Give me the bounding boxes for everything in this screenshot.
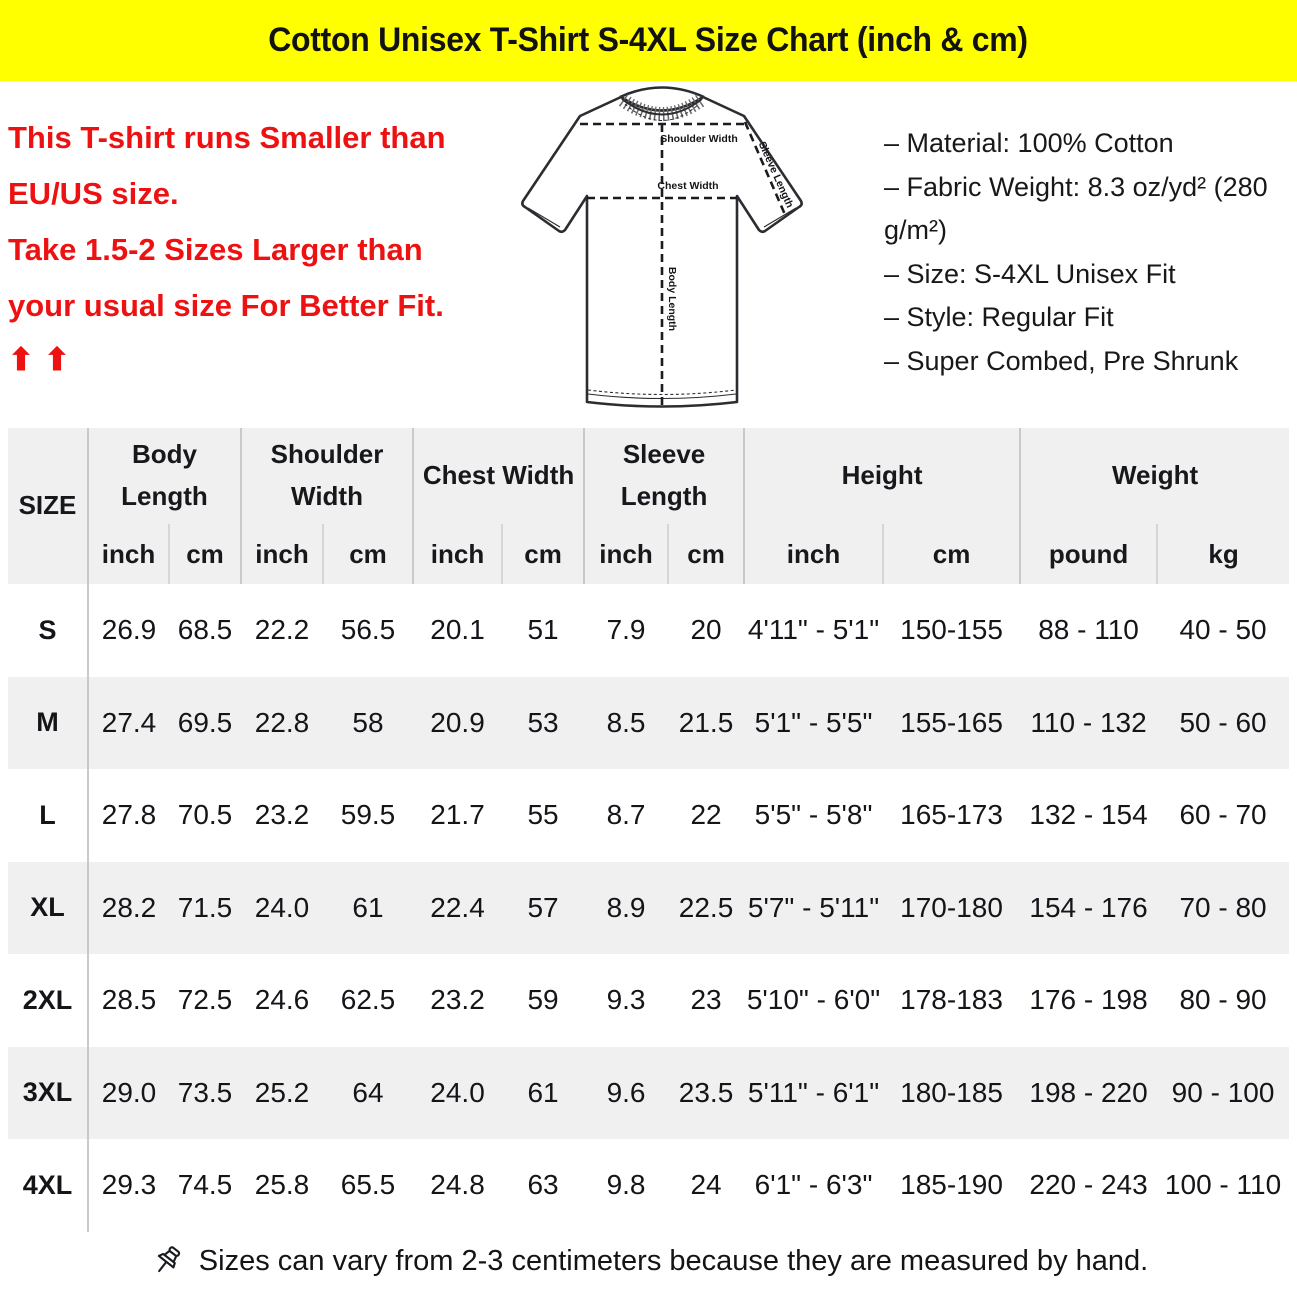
value-cell: 4'11" - 5'1" — [747, 614, 880, 646]
value-cell: 22.2 — [254, 614, 310, 646]
table-row — [8, 677, 1289, 770]
shoulder-width-label: Shoulder Width — [660, 133, 738, 145]
value-cell: 100 - 110 — [1164, 1169, 1282, 1201]
col-group-height: Height — [744, 428, 1020, 524]
value-cell: 63 — [527, 1169, 559, 1201]
sizing-warning-line: your usual size For Better Fit. — [8, 288, 444, 323]
value-cell: 70 - 80 — [1179, 891, 1267, 923]
col-group-shoulder-width: Shoulder Width — [241, 428, 413, 524]
value-cell: 69.5 — [177, 706, 233, 738]
sizing-warning-line: EU/US size. — [8, 176, 179, 211]
title-banner — [0, 0, 1297, 81]
value-cell: 55 — [527, 799, 559, 831]
size-table-header — [8, 428, 1289, 584]
value-cell: 24.0 — [430, 1076, 485, 1108]
subcol-chest-cm: cm — [502, 524, 584, 584]
value-cell: 26.9 — [101, 614, 157, 646]
value-cell: 20.1 — [430, 614, 485, 646]
col-group-body-length: Body Length — [88, 428, 241, 524]
value-cell: 68.5 — [177, 614, 233, 646]
table-row — [8, 954, 1289, 1047]
value-cell: 5'11" - 6'1" — [747, 1076, 880, 1108]
value-cell: 5'7" - 5'11" — [747, 891, 880, 923]
value-cell: 23 — [690, 984, 722, 1016]
table-row — [8, 769, 1289, 862]
size-cell: 2XL — [8, 954, 88, 1047]
subcol-body-inch: inch — [88, 524, 169, 584]
value-cell: 22 — [690, 799, 722, 831]
value-cell: 25.8 — [254, 1169, 310, 1201]
value-cell: 198 - 220 — [1029, 1076, 1148, 1108]
tshirt-outline-svg — [502, 84, 824, 418]
value-cell: 61 — [352, 891, 384, 923]
table-row — [8, 584, 1289, 677]
sleeve-length-label: Sleeve Length — [755, 139, 796, 210]
value-cell: 72.5 — [177, 984, 233, 1016]
sizing-warning-line: This T-shirt runs Smaller than — [8, 120, 446, 155]
spec-item: – Fabric Weight: 8.3 oz/yd² (280 g/m²) — [884, 171, 1268, 245]
value-cell: 50 - 60 — [1179, 706, 1267, 738]
value-cell: 23.2 — [254, 799, 310, 831]
value-cell: 9.6 — [606, 1076, 646, 1108]
value-cell: 24.8 — [430, 1169, 485, 1201]
value-cell: 20 — [690, 614, 722, 646]
value-cell: 170-180 — [900, 891, 1003, 923]
value-cell: 132 - 154 — [1029, 799, 1148, 831]
value-cell: 61 — [527, 1076, 559, 1108]
value-cell: 155-165 — [900, 706, 1003, 738]
value-cell: 58 — [352, 706, 384, 738]
value-cell: 150-155 — [900, 614, 1003, 646]
table-row — [8, 1047, 1289, 1140]
subcol-weight-kg: kg — [1157, 524, 1289, 584]
chest-width-label: Chest Width — [657, 180, 719, 192]
value-cell: 64 — [352, 1076, 384, 1108]
value-cell: 8.9 — [606, 891, 646, 923]
value-cell: 51 — [527, 614, 559, 646]
value-cell: 6'1" - 6'3" — [754, 1169, 873, 1201]
subcol-sleeve-inch: inch — [584, 524, 668, 584]
value-cell: 154 - 176 — [1029, 891, 1148, 923]
value-cell: 22.8 — [254, 706, 310, 738]
subcol-height-cm: cm — [883, 524, 1020, 584]
value-cell: 59 — [527, 984, 559, 1016]
subcol-height-inch: inch — [744, 524, 883, 584]
value-cell: 23.2 — [430, 984, 485, 1016]
table-row — [8, 862, 1289, 955]
value-cell: 71.5 — [177, 891, 233, 923]
value-cell: 25.2 — [254, 1076, 310, 1108]
value-cell: 5'10" - 6'0" — [746, 984, 881, 1016]
subcol-body-cm: cm — [169, 524, 241, 584]
sizing-warning — [8, 110, 513, 386]
value-cell: 80 - 90 — [1179, 984, 1267, 1016]
subcol-sleeve-cm: cm — [668, 524, 744, 584]
sizing-warning-lines — [8, 110, 513, 334]
value-cell: 53 — [527, 706, 559, 738]
subcol-shoulder-inch: inch — [241, 524, 323, 584]
value-cell: 20.9 — [430, 706, 485, 738]
value-cell: 24.0 — [254, 891, 310, 923]
value-cell: 8.7 — [606, 799, 646, 831]
value-cell: 180-185 — [900, 1076, 1003, 1108]
pushpin-icon — [149, 1243, 185, 1279]
value-cell: 24.6 — [254, 984, 310, 1016]
spec-item: – Material: 100% Cotton — [884, 128, 1174, 158]
sizing-warning-line: Take 1.5-2 Sizes Larger than — [8, 232, 423, 267]
tshirt-diagram — [502, 84, 824, 418]
value-cell: 40 - 50 — [1179, 614, 1267, 646]
spec-item: – Style: Regular Fit — [884, 302, 1114, 332]
value-cell: 28.5 — [101, 984, 157, 1016]
value-cell: 59.5 — [340, 799, 396, 831]
col-header-size: SIZE — [8, 428, 88, 584]
product-specs-list — [884, 122, 1296, 383]
value-cell: 70.5 — [177, 799, 233, 831]
value-cell: 176 - 198 — [1029, 984, 1148, 1016]
value-cell: 7.9 — [606, 614, 646, 646]
size-table — [8, 428, 1289, 1232]
subcol-weight-pound: pound — [1020, 524, 1157, 584]
footer-note-text: Sizes can vary from 2-3 centimeters because they are measured by hand. — [198, 1244, 1149, 1277]
value-cell: 29.3 — [101, 1169, 157, 1201]
value-cell: 185-190 — [900, 1169, 1003, 1201]
value-cell: 22.4 — [430, 891, 485, 923]
size-cell: XL — [8, 862, 88, 955]
table-row — [8, 1139, 1289, 1232]
value-cell: 74.5 — [177, 1169, 233, 1201]
value-cell: 165-173 — [900, 799, 1003, 831]
value-cell: 28.2 — [101, 891, 157, 923]
value-cell: 21.7 — [430, 799, 485, 831]
value-cell: 62.5 — [340, 984, 396, 1016]
footer-note — [0, 1236, 1297, 1286]
spec-item: – Size: S-4XL Unisex Fit — [884, 258, 1176, 289]
value-cell: 22.5 — [678, 891, 734, 923]
size-cell: L — [8, 769, 88, 862]
value-cell: 178-183 — [900, 984, 1003, 1016]
value-cell: 65.5 — [340, 1169, 396, 1201]
value-cell: 90 - 100 — [1171, 1076, 1275, 1108]
value-cell: 27.4 — [101, 706, 157, 738]
value-cell: 88 - 110 — [1038, 614, 1139, 646]
size-cell: 4XL — [8, 1139, 88, 1232]
value-cell: 57 — [527, 891, 559, 923]
value-cell: 56.5 — [340, 614, 396, 646]
subcol-shoulder-cm: cm — [323, 524, 413, 584]
value-cell: 9.8 — [606, 1169, 646, 1201]
value-cell: 9.3 — [606, 984, 646, 1016]
size-cell: S — [8, 584, 88, 677]
value-cell: 27.8 — [101, 799, 157, 831]
col-group-chest-width: Chest Width — [413, 428, 584, 524]
value-cell: 8.5 — [606, 706, 646, 738]
size-cell: 3XL — [8, 1047, 88, 1140]
col-group-weight: Weight — [1020, 428, 1289, 524]
size-cell: M — [8, 677, 88, 770]
value-cell: 60 - 70 — [1179, 799, 1267, 831]
value-cell: 5'1" - 5'5" — [754, 706, 873, 738]
value-cell: 73.5 — [177, 1076, 233, 1108]
value-cell: 23.5 — [678, 1076, 734, 1108]
value-cell: 220 - 243 — [1029, 1169, 1148, 1201]
value-cell: 5'5" - 5'8" — [754, 799, 873, 831]
value-cell: 110 - 132 — [1030, 706, 1147, 738]
up-arrows-icon: ⬆⬆ — [8, 342, 80, 377]
value-cell: 29.0 — [101, 1076, 157, 1108]
col-group-sleeve-length: Sleeve Length — [584, 428, 744, 524]
subcol-chest-inch: inch — [413, 524, 502, 584]
value-cell: 24 — [690, 1169, 722, 1201]
body-length-label: Body Length — [666, 266, 678, 332]
value-cell: 21.5 — [678, 706, 734, 738]
size-table-body — [8, 584, 1289, 1232]
spec-item: – Super Combed, Pre Shrunk — [884, 345, 1239, 376]
page-title: Cotton Unisex T-Shirt S-4XL Size Chart (inch & cm) — [268, 21, 1029, 59]
